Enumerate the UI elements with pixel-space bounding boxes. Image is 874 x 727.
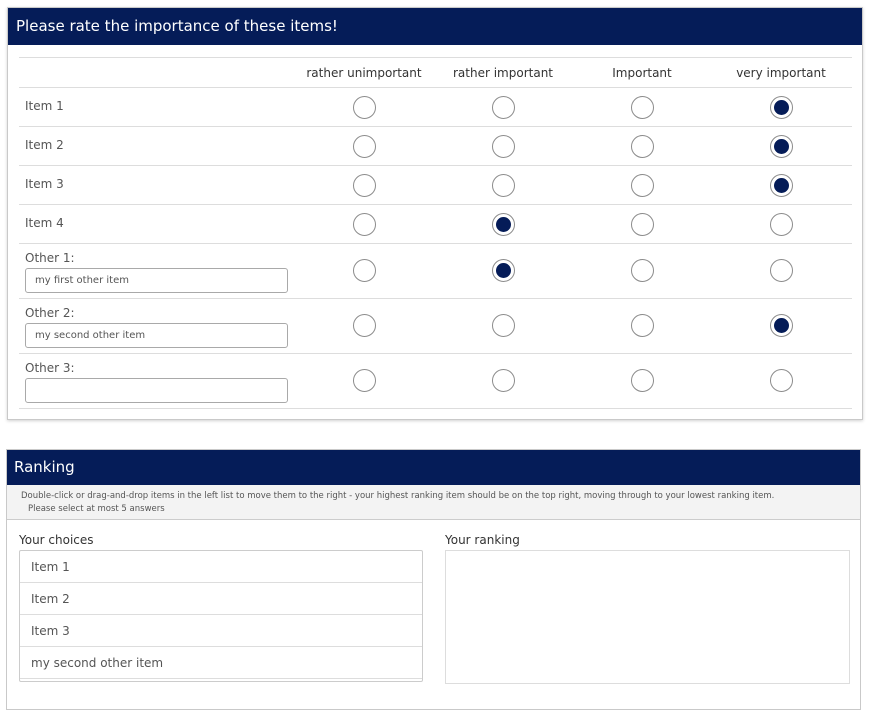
rating-header-row [19, 58, 852, 88]
radio-very-important[interactable] [770, 174, 793, 197]
row-label: Other 1: [25, 251, 75, 265]
radio-important[interactable] [631, 96, 654, 119]
choice-item[interactable]: my second other item [20, 647, 422, 679]
rating-row-other-1 [19, 244, 852, 299]
radio-important[interactable] [631, 174, 654, 197]
instruction-text: Double-click or drag-and-drop items in the left list to move them to the right - your highest ranking item should be on the top right, moving through to your lowest ranking item. [21, 491, 775, 501]
column-very-important: very important [736, 66, 826, 80]
ranking-panel [6, 449, 861, 710]
radio-rather-unimportant[interactable] [353, 213, 376, 236]
radio-rather-important[interactable] [492, 369, 515, 392]
radio-very-important[interactable] [770, 135, 793, 158]
column-rather-unimportant: rather unimportant [306, 66, 422, 80]
rating-panel [7, 7, 863, 420]
radio-rather-unimportant[interactable] [353, 174, 376, 197]
column-important: Important [612, 66, 672, 80]
radio-rather-important[interactable] [492, 135, 515, 158]
radio-rather-important[interactable] [492, 259, 515, 282]
radio-rather-important[interactable] [492, 213, 515, 236]
rating-row-item-4 [19, 205, 852, 244]
your-ranking-label: Your ranking [445, 533, 520, 547]
row-label: Item 4 [25, 216, 64, 230]
radio-rather-unimportant[interactable] [353, 96, 376, 119]
radio-rather-important[interactable] [492, 314, 515, 337]
ranking-instructions [7, 485, 860, 520]
radio-rather-unimportant[interactable] [353, 314, 376, 337]
radio-very-important[interactable] [770, 259, 793, 282]
choice-item[interactable]: Item 2 [20, 583, 422, 615]
row-label: Item 1 [25, 99, 64, 113]
radio-very-important[interactable] [770, 96, 793, 119]
rating-grid [19, 57, 852, 409]
row-label: Item 3 [25, 177, 64, 191]
other-3-input[interactable] [25, 378, 288, 403]
rating-row-item-3 [19, 166, 852, 205]
row-label: Item 2 [25, 138, 64, 152]
radio-important[interactable] [631, 314, 654, 337]
ranking-title: Ranking [7, 450, 860, 485]
radio-rather-important[interactable] [492, 174, 515, 197]
ranking-list[interactable] [445, 550, 850, 684]
row-label: Other 2: [25, 306, 75, 320]
row-label: Other 3: [25, 361, 75, 375]
radio-very-important[interactable] [770, 314, 793, 337]
radio-important[interactable] [631, 369, 654, 392]
choices-list[interactable] [19, 550, 423, 682]
rating-row-item-1 [19, 88, 852, 127]
radio-rather-unimportant[interactable] [353, 135, 376, 158]
radio-rather-important[interactable] [492, 96, 515, 119]
choice-item[interactable]: Item 1 [20, 551, 422, 583]
your-choices-label: Your choices [19, 533, 94, 547]
rating-row-other-3 [19, 354, 852, 409]
radio-important[interactable] [631, 135, 654, 158]
rating-row-item-2 [19, 127, 852, 166]
other-2-input[interactable] [25, 323, 288, 348]
column-rather-important: rather important [452, 66, 553, 80]
radio-rather-unimportant[interactable] [353, 369, 376, 392]
radio-rather-unimportant[interactable] [353, 259, 376, 282]
choice-item[interactable]: Item 3 [20, 615, 422, 647]
rating-row-other-2 [19, 299, 852, 354]
max-answers-note: Please select at most 5 answers [28, 504, 165, 514]
rating-title: Please rate the importance of these items! [8, 8, 862, 45]
radio-very-important[interactable] [770, 369, 793, 392]
radio-important[interactable] [631, 213, 654, 236]
radio-very-important[interactable] [770, 213, 793, 236]
other-1-input[interactable] [25, 268, 288, 293]
radio-important[interactable] [631, 259, 654, 282]
